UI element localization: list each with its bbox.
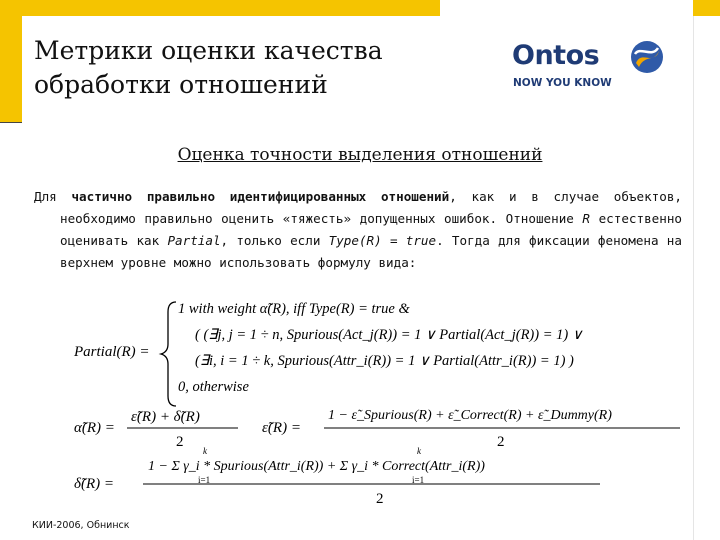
title-line-2: обработки отношений (34, 70, 328, 99)
delta-lhs: δ̃(R) = (74, 476, 114, 492)
para-r: R (582, 211, 591, 226)
case-4: 0, otherwise (178, 379, 249, 395)
case-1: 1 with weight α̃(R), iff Type(R) = true & (178, 301, 410, 317)
para-bold: частично правильно идентифицированных отношений (71, 189, 450, 204)
alpha-denominator: 2 (176, 434, 184, 450)
logo-tagline: NOW YOU KNOW (513, 77, 612, 89)
sum1-upper: k (203, 446, 207, 456)
sum2-upper: k (417, 446, 421, 456)
epsilon-denominator: 2 (497, 434, 505, 450)
alpha-numerator: ε̃(R) + δ̃(R) (131, 409, 200, 425)
para-text-4: . Тогда для фиксации феномена на верхнем уровне можно использовать формулу вида: (60, 233, 682, 270)
para-partial: Partial (167, 233, 221, 248)
title-line-1: Метрики оценки качества (34, 36, 383, 65)
section-subtitle: Оценка точности выделения отношений (177, 145, 543, 165)
alpha-lhs: α̃(R) = (74, 420, 115, 436)
logo-word: Ontos (512, 40, 600, 71)
para-prefix: Для (34, 189, 72, 204)
case-3: (∃i, i = 1 ÷ k, Spurious(Attr_i(R)) = 1 ∨ Partial(Attr_i(R)) = 1) ) (195, 353, 574, 369)
epsilon-lhs: ε̃(R) = (262, 420, 301, 436)
footer-text: КИИ-2006, Обнинск (32, 520, 130, 531)
para-text-2: естественно оценивать как (60, 211, 682, 248)
partial-lhs: Partial(R) = (74, 344, 150, 360)
sum2-lower: i=1 (412, 475, 425, 485)
epsilon-numerator: 1 − ε̃_Spurious(R) + ε̃_Correct(R) + ε̃_Dummy(R) (328, 408, 612, 423)
sum1-lower: i=1 (198, 475, 211, 485)
case-2: ( (∃j, j = 1 ÷ n, Spurious(Act_j(R)) = 1 ∨ Partial(Act_j(R)) = 1) ∨ (195, 327, 583, 343)
delta-numerator: 1 − Σ γ_i * Spurious(Attr_i(R)) + Σ γ_i * Correct(Attr_i(R)) (148, 459, 485, 474)
para-text-3: , только если (220, 233, 329, 248)
piecewise-brace (161, 302, 176, 406)
delta-denominator: 2 (376, 491, 384, 507)
para-text-1: , как и в случае объектов, необходимо правильно оценить «тяжесть» допущенных ошибок. Отношение (60, 189, 682, 226)
para-type-expr: Type(R) = true (328, 233, 437, 248)
